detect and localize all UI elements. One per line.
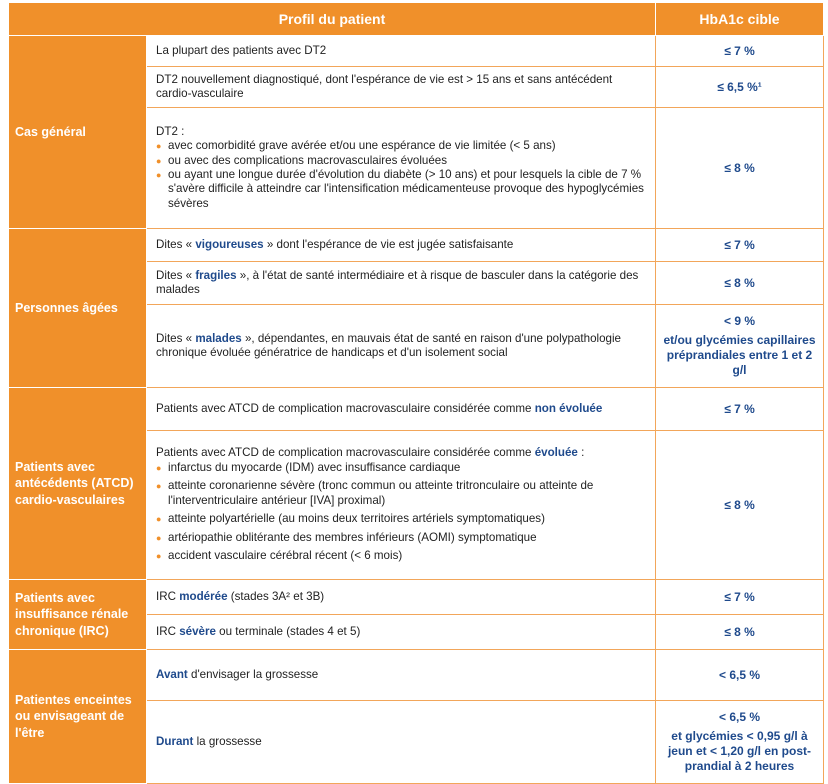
row-desc: Dites « vigoureuses » dont l'espérance de vie est jugée satisfaisante: [147, 229, 656, 262]
list-item: ● artériopathie oblitérante des membres inférieurs (AOMI) symptomatique: [156, 531, 647, 545]
row-target: ≤ 8 %: [656, 615, 824, 650]
row-desc: [147, 108, 656, 229]
target-extra: et glycémies < 0,95 g/l à jeun et < 1,20 g/l en post-prandial à 2 heures: [667, 729, 812, 773]
target-main: < 6,5 %: [718, 710, 761, 724]
header-target: HbA1c cible: [656, 3, 824, 36]
row-desc: IRC modérée (stades 3A² et 3B): [147, 580, 656, 615]
list-item: ● avec comorbidité grave avérée et/ou une espérance de vie limitée (< 5 ans): [156, 139, 647, 153]
row-target: ≤ 7 %: [656, 580, 824, 615]
target-main: < 9 %: [723, 314, 756, 328]
row-desc: Patients avec ATCD de complication macrovasculaire considérée comme évoluée : ● infarctus du myocarde (IDM) avec insuffisance cardiaque ● atteinte coronarienne sévère (tronc commun ou atteinte tritronculaire ou atteinte de l'interventriculaire antérieur [IVA] proximal) ● atteinte polyartérielle (au moins deux territoires artériels symptomatiques) ● artériopathie oblitérante des membres inférieurs (AOMI) symptomatique ● accident vasculaire cérébral récent (< 6 mois): [147, 431, 656, 580]
row-target: ≤ 7 %: [656, 388, 824, 431]
row-desc: La plupart des patients avec DT2: [147, 36, 656, 67]
keyword: non évoluée: [534, 401, 603, 415]
header-profile: Profil du patient: [9, 3, 656, 36]
row-desc: Avant d'envisager la grossesse: [147, 650, 656, 701]
row-target: ≤ 8 %: [656, 108, 824, 229]
row-desc: IRC sévère ou terminale (stades 4 et 5): [147, 615, 656, 650]
category-cv: Patients avec antécédents (ATCD) cardio-vasculaires: [9, 388, 147, 580]
row-target: ≤ 6,5 %¹: [656, 67, 824, 108]
table-row: [9, 580, 824, 615]
bullet-list: [156, 461, 647, 564]
list-item: ● accident vasculaire cérébral récent (< 6 mois): [156, 549, 647, 563]
list-item: ● atteinte coronarienne sévère (tronc commun ou atteinte tritronculaire ou atteinte de l'interventriculaire antérieur [IVA] proximal): [156, 479, 647, 508]
row-target: ≤ 7 %: [656, 229, 824, 262]
list-item: ● atteinte polyartérielle (au moins deux territoires artériels symptomatiques): [156, 512, 647, 526]
category-elderly: Personnes âgées: [9, 229, 147, 388]
table-header: [9, 3, 824, 36]
table-row: [9, 36, 824, 67]
row-desc: Patients avec ATCD de complication macrovasculaire considérée comme non évoluée: [147, 388, 656, 431]
keyword: malades: [195, 331, 242, 345]
bullet-list: [156, 139, 647, 211]
row-target: ≤ 8 %: [656, 262, 824, 305]
keyword: sévère: [179, 624, 216, 638]
keyword: fragiles: [195, 268, 237, 282]
keyword: Durant: [156, 734, 194, 748]
category-pregnant: Patientes enceintes ou envisageant de l'être: [9, 650, 147, 784]
list-item: ● ou avec des complications macrovasculaires évoluées: [156, 154, 647, 168]
row-target: < 6,5 %: [656, 650, 824, 701]
category-renal: Patients avec insuffisance rénale chronique (IRC): [9, 580, 147, 650]
row-desc: DT2 nouvellement diagnostiqué, dont l'espérance de vie est > 15 ans et sans antécédent cardio-vasculaire: [147, 67, 656, 108]
row-desc: Dites « malades », dépendantes, en mauvais état de santé en raison d'une polypathologie chronique évoluée génératrice de handicaps et d'un isolement social: [147, 305, 656, 388]
keyword: modérée: [179, 589, 228, 603]
list-item: ● ou ayant une longue durée d'évolution du diabète (> 10 ans) et pour lesquels la cible de 7 % s'avère difficile à atteindre car l'intensification médicamenteuse provoque des hypoglycémies sévères: [156, 168, 647, 211]
row-target: ≤ 8 %: [656, 431, 824, 580]
hba1c-target-table: [8, 2, 824, 784]
row-intro: DT2 :: [156, 124, 185, 138]
keyword: évoluée: [534, 446, 578, 460]
row-desc: Dites « fragiles », à l'état de santé intermédiaire et à risque de basculer dans la catégorie des malades: [147, 262, 656, 305]
category-general: Cas général: [9, 36, 147, 229]
target-extra: et/ou glycémies capillaires préprandiales entre 1 et 2 g/l: [663, 333, 816, 377]
keyword: Avant: [156, 667, 188, 681]
table-row: [9, 229, 824, 262]
row-target: [656, 701, 824, 784]
row-target: ≤ 7 %: [656, 36, 824, 67]
table-row: [9, 650, 824, 701]
row-desc: Durant la grossesse: [147, 701, 656, 784]
list-item: ● infarctus du myocarde (IDM) avec insuffisance cardiaque: [156, 461, 647, 475]
table-row: [9, 388, 824, 431]
row-target: [656, 305, 824, 388]
keyword: vigoureuses: [195, 237, 264, 251]
